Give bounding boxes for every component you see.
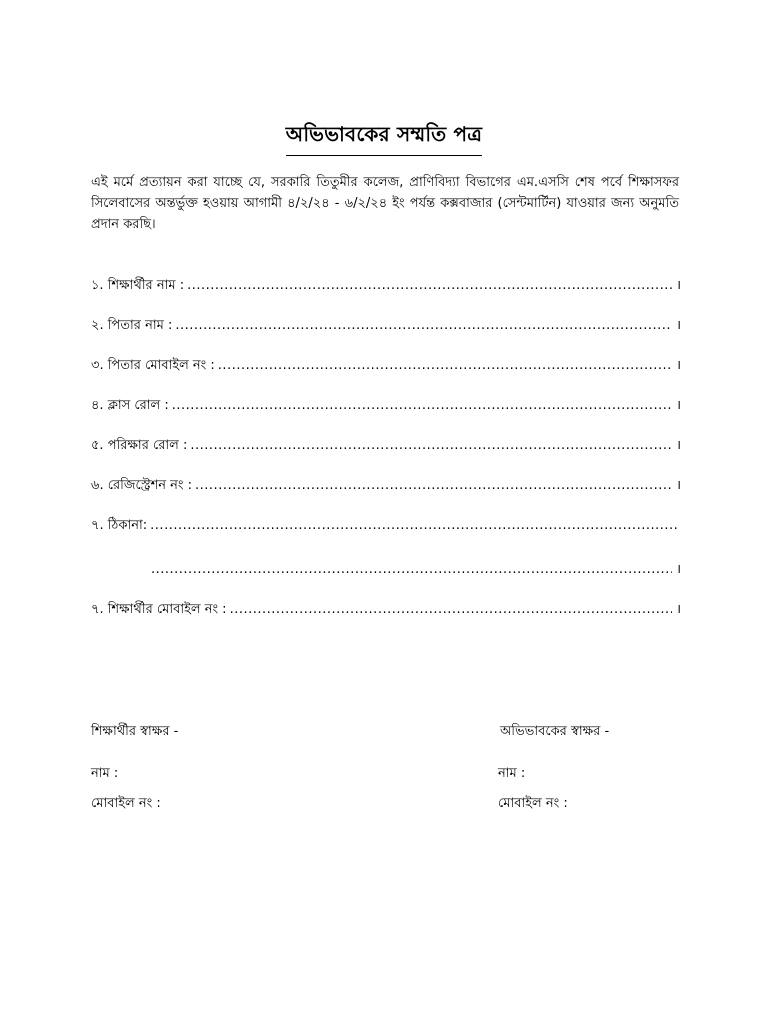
field-father-mobile[interactable] <box>91 356 681 376</box>
fill-line[interactable] <box>175 316 672 336</box>
field-label: ৭. শিক্ষার্থীর মোবাইল নং : <box>91 602 227 617</box>
field-student-name[interactable] <box>91 276 681 296</box>
student-signature-label: শিক্ষার্থীর স্বাক্ষর - <box>91 724 179 739</box>
student-mobile-label: মোবাইল নং : <box>91 796 161 811</box>
field-label: ৭. ঠিকানা: <box>91 518 148 533</box>
guardian-signature-label: অভিভাবকের স্বাক্ষর - <box>500 724 610 739</box>
field-label: ৬. রেজিস্ট্রেশন নং : <box>91 478 193 493</box>
field-student-mobile[interactable] <box>91 600 681 620</box>
field-class-roll[interactable] <box>91 396 681 416</box>
page-title: অভিভাবকের সম্মতি পত্র <box>286 120 482 156</box>
fill-line[interactable] <box>172 396 672 416</box>
fill-line[interactable] <box>218 356 672 376</box>
intro-paragraph: এই মর্মে প্রত্যায়ন করা যাচ্ছে যে, সরকারি তিতুমীর কলেজ, প্রাণিবিদ্যা বিভাগের এম.এসসি শেষ পর্বে শিক্ষাসফর সিলেবাসের অন্তর্ভুক্ত হওয়ায় আগামী ৪/২/২৪ - ৬/২/২৪ ইং পর্যন্ত কক্সবাজার (সেন্টমার্টিন) যাওয়ার জন্য অনুমতি প্রদান করছি। <box>91 175 679 232</box>
field-end-mark: । <box>676 438 681 453</box>
guardian-name-label: নাম : <box>498 766 526 781</box>
field-label: ৫. পরিক্ষার রোল : <box>91 438 188 453</box>
fill-line[interactable] <box>195 476 672 496</box>
fill-line[interactable] <box>187 276 672 296</box>
field-end-mark: । <box>676 602 681 617</box>
field-label: ২. পিতার নাম : <box>91 318 173 333</box>
fill-line[interactable] <box>190 436 672 456</box>
title-wrap <box>0 120 768 156</box>
student-name-label: নাম : <box>91 766 119 781</box>
field-label: ৩. পিতার মোবাইল নং : <box>91 358 215 373</box>
field-end-mark: । <box>676 478 681 493</box>
field-end-mark: । <box>676 358 681 373</box>
field-father-name[interactable] <box>91 316 681 336</box>
field-end-mark: । <box>676 398 681 413</box>
field-label: ৪. ক্লাস রোল : <box>91 398 169 413</box>
guardian-mobile-label: মোবাইল নং : <box>498 796 568 811</box>
field-end-mark: । <box>676 562 681 577</box>
field-end-mark: । <box>676 318 681 333</box>
field-address[interactable] <box>91 516 681 536</box>
fill-line[interactable] <box>230 600 672 620</box>
field-label: ১. শিক্ষার্থীর নাম : <box>91 278 185 293</box>
field-end-mark: । <box>676 278 681 293</box>
field-address-continued[interactable] <box>148 560 681 580</box>
fill-line[interactable] <box>150 516 677 536</box>
fill-line[interactable] <box>151 560 672 580</box>
field-exam-roll[interactable] <box>91 436 681 456</box>
field-registration-no[interactable] <box>91 476 681 496</box>
